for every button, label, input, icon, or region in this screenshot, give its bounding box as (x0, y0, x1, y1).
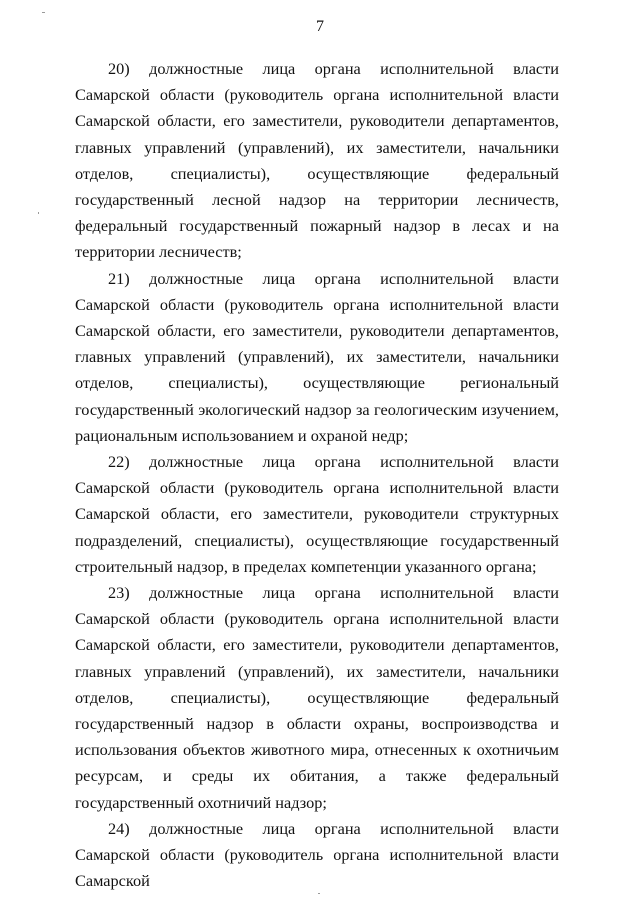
list-item-24: 24) должностные лица органа исполнительной власти Самарской области (руководитель органа исполнительной власти Самарской (75, 818, 559, 891)
page-number: 7 (316, 18, 324, 35)
list-item-23: 23) должностные лица органа исполнительной власти Самарской области (руководитель органа исполнительной власти Самарской области, его заместители, руководители департаментов, главных управлений (управлений), их заместители, начальники отделов, специалисты), осуществляющие федеральный государственный надзор в области охраны, воспроизводства и использования объектов животного мира, отнесенных к охотничьим ресурсам, и среды их обитания, а также федеральный государственный охотничий надзор; (75, 583, 559, 812)
document-body (75, 56, 559, 895)
list-item-22: 22) должностные лица органа исполнительной власти Самарской области (руководитель органа исполнительной власти Самарской области, его заместители, руководители структурных подразделений, специалисты), осуществляющие государственный строительный надзор, в пределах компетенции указанного органа; (75, 452, 559, 576)
scan-artifact (42, 12, 45, 13)
list-item-20: 20) должностные лица органа исполнительной власти Самарской области (руководитель органа исполнительной власти Самарской области, его заместители, руководители департаментов, главных управлений (управлений), их заместители, начальники отделов, специалисты), осуществляющие федеральный государственный лесной надзор на территории лесничеств, федеральный государственный пожарный надзор в лесах и на территории лесничеств; (75, 59, 559, 262)
list-item-21: 21) должностные лица органа исполнительной власти Самарской области (руководитель органа исполнительной власти Самарской области, его заместители, руководители департаментов, главных управлений (управлений), их заместители, начальники отделов, специалисты), осуществляющие региональный государственный экологический надзор за геологическим изучением, рациональным использованием и охраной недр; (75, 268, 559, 445)
scan-artifact (38, 212, 39, 214)
